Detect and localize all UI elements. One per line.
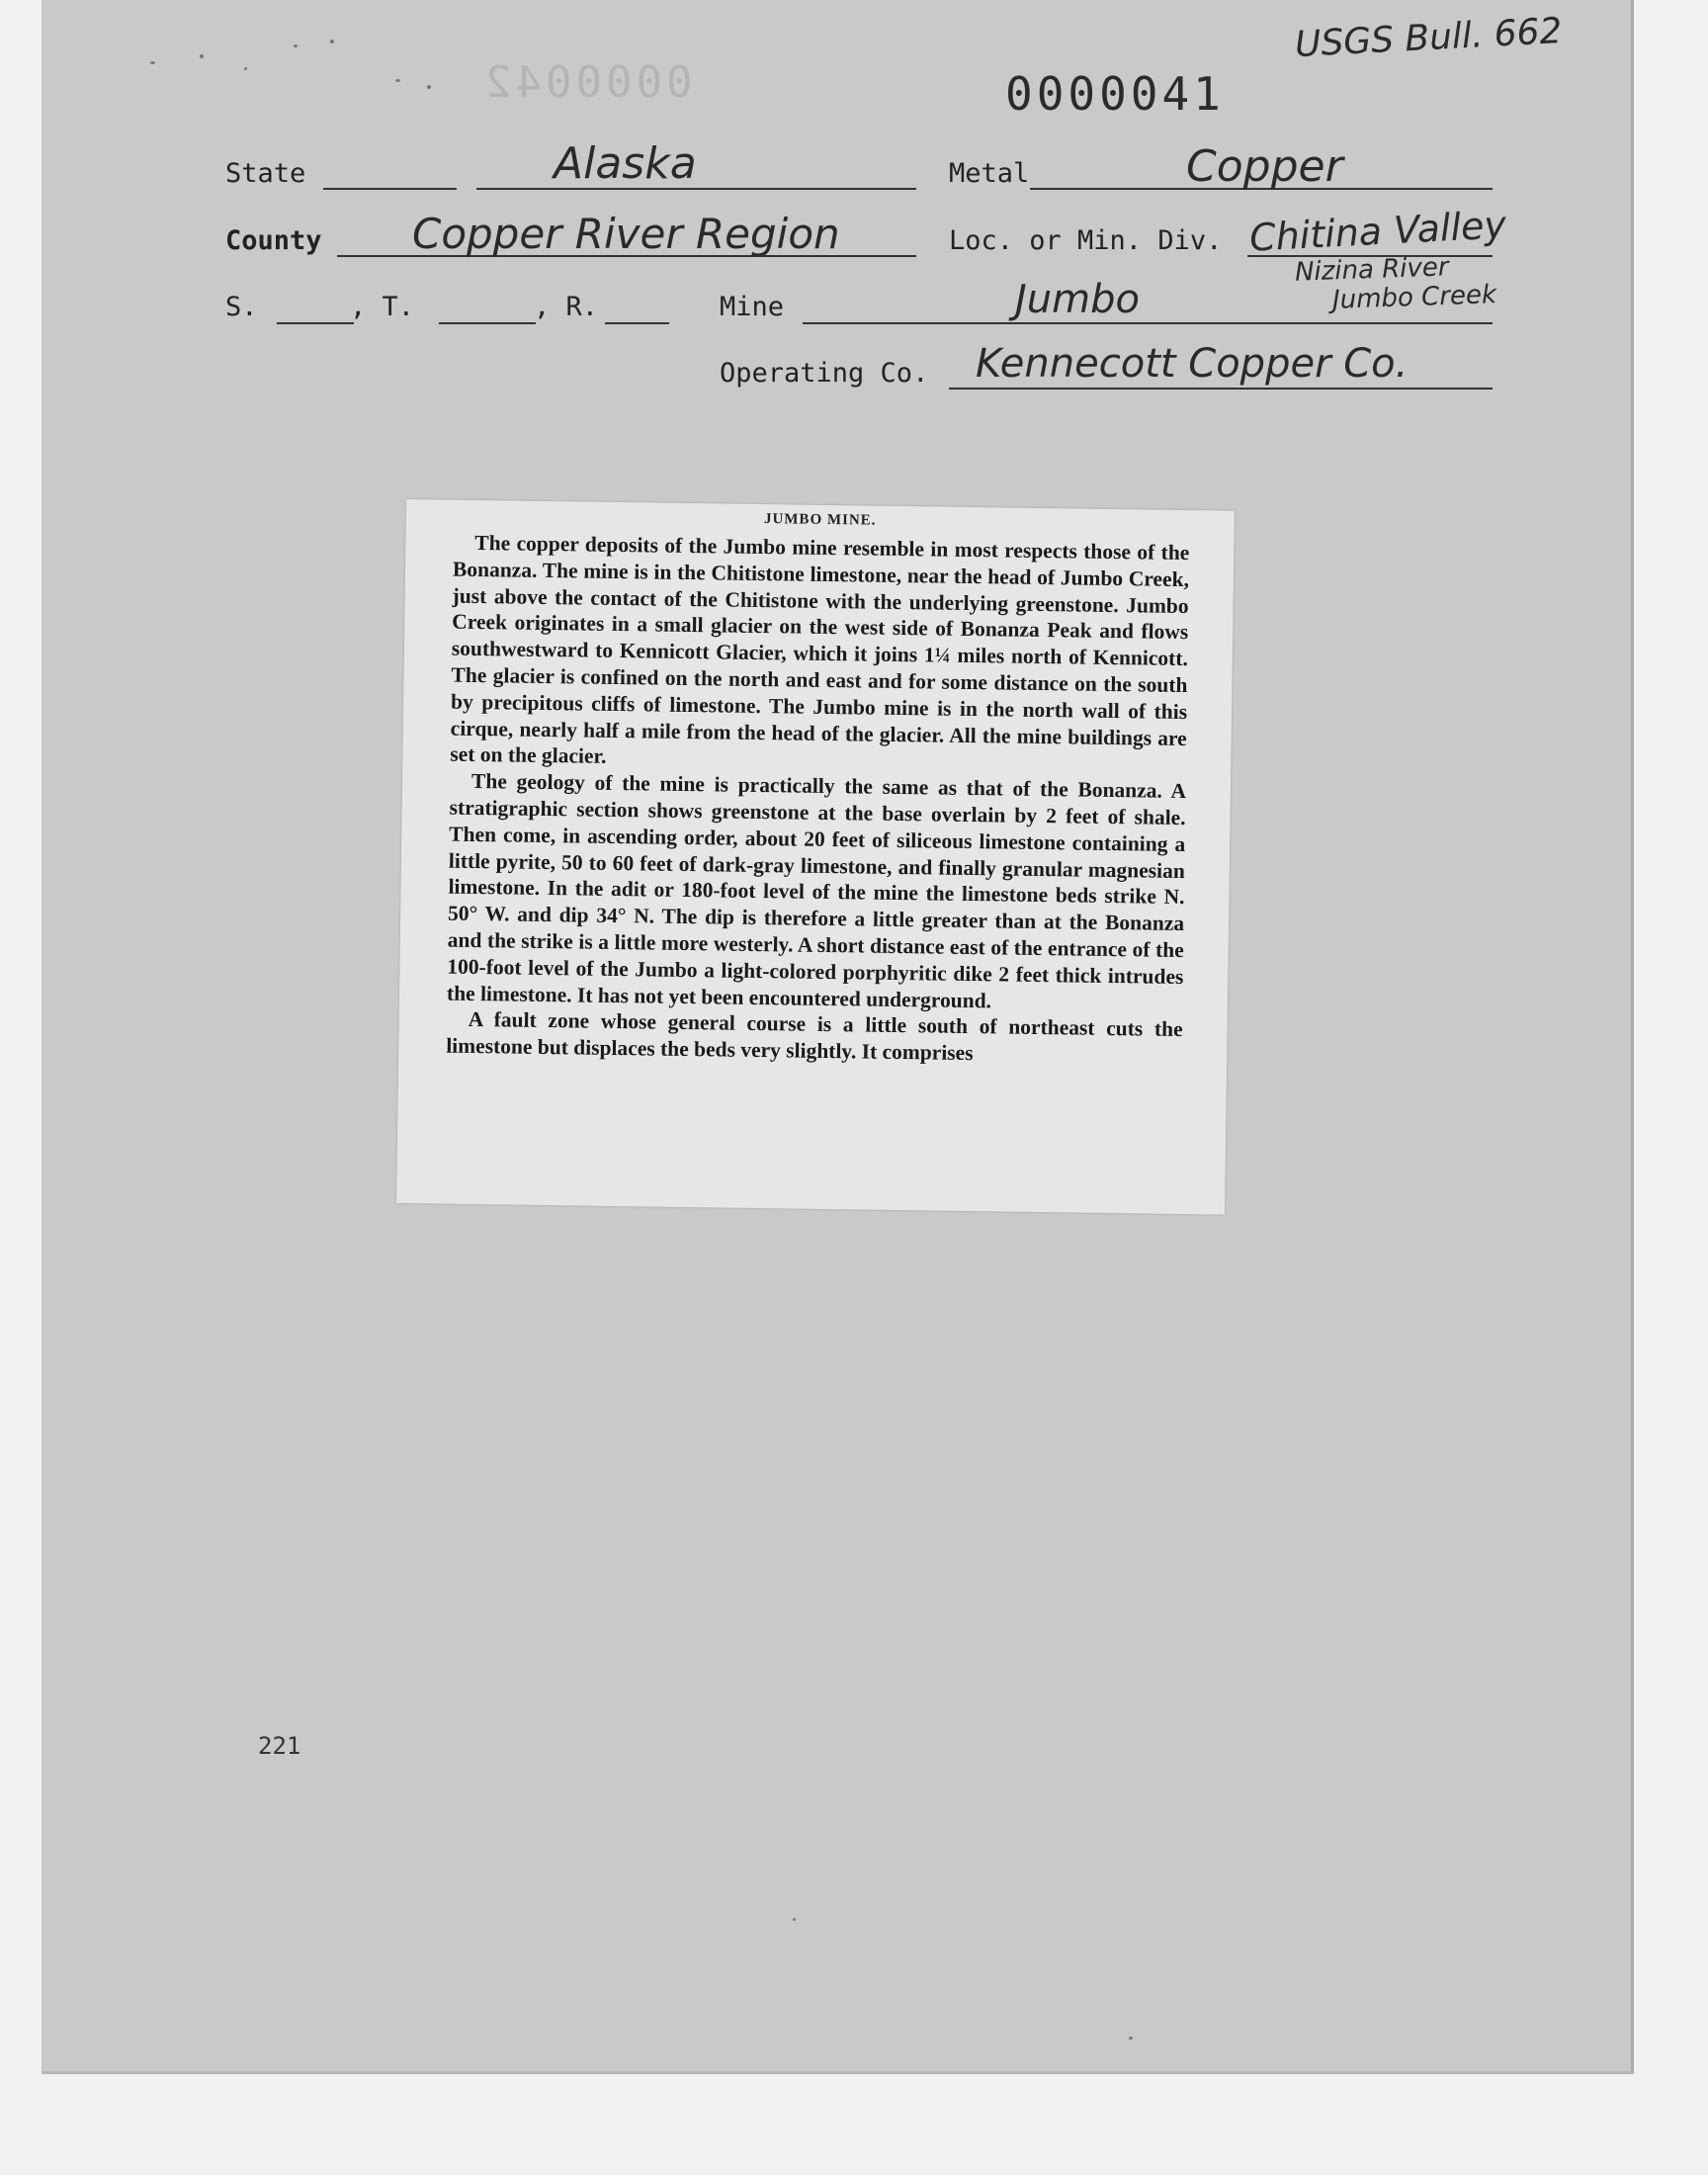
speck [330, 40, 334, 44]
range-label: , R. [534, 292, 599, 322]
mine-line [803, 322, 1493, 324]
mine-value: Jumbo [1015, 277, 1140, 322]
metal-value: Copper [1186, 141, 1343, 192]
loc-label: Loc. or Min. Div. [949, 225, 1223, 256]
clipping-paragraph: A fault zone whose general course is a little south of northeast cuts the limestone but displaces the beds very slightly. It comprises [446, 1007, 1183, 1066]
county-label: County [225, 225, 322, 256]
county-value: Copper River Region [412, 210, 840, 258]
loc-extra-river: Nizina River [1294, 252, 1450, 288]
loc-value: Chitina Valley [1248, 203, 1507, 260]
section-line [277, 322, 354, 324]
page-number: 221 [258, 1732, 301, 1760]
state-label: State [225, 158, 306, 189]
operating-line [949, 388, 1493, 390]
text-clipping [396, 499, 1235, 1215]
range-line [605, 322, 669, 324]
metal-label: Metal [949, 158, 1030, 189]
speck [200, 54, 204, 58]
serial-number: 0000041 [1005, 67, 1225, 121]
speck [244, 67, 247, 70]
speck [793, 1918, 796, 1921]
mine-label: Mine [720, 292, 785, 322]
operating-label: Operating Co. [720, 358, 929, 389]
speck [427, 85, 431, 89]
township-line [439, 322, 536, 324]
speck [294, 44, 298, 47]
loc-extra-creek: Jumbo Creek [1331, 280, 1497, 315]
clipping-title: JUMBO MINE. [763, 511, 877, 529]
clipping-body [446, 530, 1189, 1070]
township-label: , T. [350, 292, 415, 322]
speck [395, 79, 400, 82]
bulletin-annotation: USGS Bull. 662 [1294, 10, 1564, 66]
ghost-serial-number: 0000042 [481, 57, 693, 108]
speck [1129, 2037, 1133, 2040]
speck [150, 61, 155, 64]
operating-value: Kennecott Copper Co. [976, 341, 1409, 387]
section-label: S. [225, 292, 258, 322]
state-line-short [323, 188, 457, 190]
state-value: Alaska [554, 138, 697, 189]
clipping-paragraph: The geology of the mine is practically the same as that of the Bonanza. A stratigraphic section shows greenstone at the base overlain by 2 feet of shale. Then come, in ascending order, about 20 feet of siliceous limestone containing a little pyrite, 50 to 60 feet of dark-gray limestone, and finally granular magnesian limestone. In the adit or 180-foot level of the mine the limestone beds strike N. 50° W. and dip 34° N. The dip is therefore a little greater than at the Bonanza and the strike is a little more westerly. A short distance east of the entrance of the 100-foot level of the Jumbo a light-colored porphyritic dike 2 feet thick intrudes the limestone. It has not yet been encountered underground. [446, 769, 1187, 1012]
clipping-paragraph: The copper deposits of the Jumbo mine resemble in most respects those of the Bonanza. The mine is in the Chitistone limestone, near the head of Jumbo Creek, just above the contact of the Chitistone with the underlying greenstone. Jumbo Creek originates in a small glacier on the west side of Bonanza Peak and flows southwestward to Kennicott Glacier, which it joins 1¼ miles north of Kennicott. The glacier is confined on the north and east and for some distance on the south by precipitous cliffs of limestone. The Jumbo mine is in the north wall of this cirque, nearly half a mile from the head of the glacier. All the mine buildings are set on the glacier. [450, 530, 1190, 769]
